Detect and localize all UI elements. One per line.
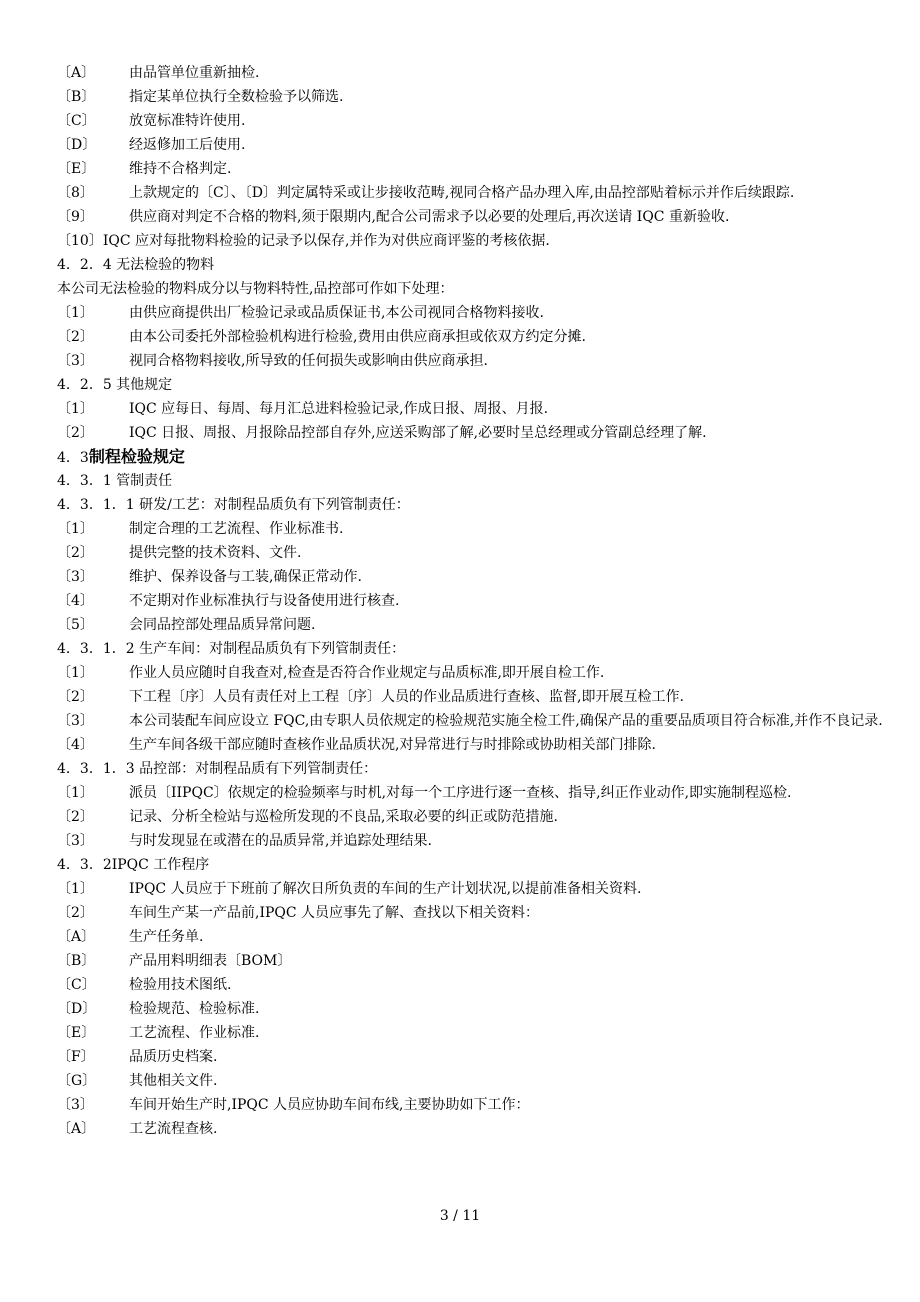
list-label: 〔F〕 — [57, 1049, 95, 1065]
document-line — [57, 661, 897, 685]
line-text: 指定某单位执行全数检验予以筛选. — [129, 89, 344, 105]
list-label: 〔G〕 — [57, 1073, 97, 1089]
line-text: 维持不合格判定. — [129, 161, 232, 177]
line-text: 提供完整的技术资料、文件. — [129, 545, 302, 561]
line-text: 检验规范、检验标准. — [129, 1001, 260, 1017]
document-line — [57, 85, 897, 109]
document-line — [57, 1021, 897, 1045]
document-line — [57, 757, 897, 781]
line-text: 车间开始生产时,IPQC 人员应协助车间布线,主要协助如下工作： — [129, 1097, 530, 1113]
list-label: 〔D〕 — [57, 1001, 97, 1017]
list-label: 〔2〕 — [57, 425, 94, 441]
document-line — [57, 205, 897, 229]
list-label: 〔2〕 — [57, 905, 94, 921]
line-text: 派员〔IIPQC〕依规定的检验频率与时机,对每一个工序进行逐一查核、指导,纠正作业动作,即实施制程巡检. — [129, 785, 792, 801]
list-label: 〔3〕 — [57, 353, 94, 369]
line-text: 4．2．5 其他规定 — [57, 377, 173, 393]
document-line — [57, 373, 897, 397]
document-line — [57, 949, 897, 973]
line-text: 供应商对判定不合格的物料,须于限期内,配合公司需求予以必要的处理后,再次送请 IQC 重新验收. — [129, 209, 730, 225]
line-text: 工艺流程查核. — [129, 1121, 218, 1137]
list-label: 〔1〕 — [57, 521, 94, 537]
list-label: 〔C〕 — [57, 113, 96, 129]
line-text: 由供应商提供出厂检验记录或品质保证书,本公司视同合格物料接收. — [129, 305, 544, 321]
document-line — [57, 61, 897, 85]
document-line — [57, 589, 897, 613]
document-line — [57, 709, 897, 733]
line-text: 不定期对作业标准执行与设备使用进行核查. — [129, 593, 400, 609]
line-text: 工艺流程、作业标准. — [129, 1025, 260, 1041]
document-line — [57, 109, 897, 133]
line-text: 〔10〕IQC 应对每批物料检验的记录予以保存,并作为对供应商评鉴的考核依据. — [57, 233, 550, 249]
line-text: 放宽标准特许使用. — [129, 113, 246, 129]
list-label: 〔A〕 — [57, 929, 96, 945]
list-label: 〔5〕 — [57, 617, 94, 633]
list-label: 〔E〕 — [57, 1025, 96, 1041]
document-line — [57, 229, 897, 253]
list-label: 〔2〕 — [57, 329, 94, 345]
line-text: 4．2．4 无法检验的物料 — [57, 257, 215, 273]
line-text: 视同合格物料接收,所导致的任何损失或影响由供应商承担. — [129, 353, 488, 369]
list-label: 〔1〕 — [57, 305, 94, 321]
line-text: 4．3．1．1 研发/工艺：对制程品质负有下列管制责任： — [57, 497, 410, 513]
document-line — [57, 853, 897, 877]
document-line — [57, 829, 897, 853]
document-line — [57, 1117, 897, 1141]
line-text: 生产任务单. — [129, 929, 204, 945]
document-line — [57, 901, 897, 925]
line-text: 其他相关文件. — [129, 1073, 218, 1089]
line-text: 由品管单位重新抽检. — [129, 65, 260, 81]
line-text: 4．3．1．3 品控部：对制程品质有下列管制责任： — [57, 761, 378, 777]
list-label: 〔1〕 — [57, 881, 94, 897]
list-label: 〔4〕 — [57, 737, 94, 753]
line-text: 生产车间各级干部应随时查核作业品质状况,对异常进行与时排除或协助相关部门排除. — [129, 737, 656, 753]
line-text: 4．3．1．2 生产车间：对制程品质负有下列管制责任： — [57, 641, 406, 657]
line-text: 作业人员应随时自我查对,检查是否符合作业规定与品质标准,即开展自检工作. — [129, 665, 605, 681]
line-text: 本公司无法检验的物料成分以与物料特性,品控部可作如下处理： — [57, 281, 454, 297]
document-line — [57, 805, 897, 829]
document-line — [57, 1045, 897, 1069]
list-label: 〔D〕 — [57, 137, 97, 153]
document-line — [57, 877, 897, 901]
list-label: 〔A〕 — [57, 1121, 96, 1137]
list-label: 〔B〕 — [57, 89, 96, 105]
document-line — [57, 973, 897, 997]
list-label: 〔E〕 — [57, 161, 96, 177]
list-label: 〔3〕 — [57, 713, 94, 729]
document-line — [57, 253, 897, 277]
line-text: 维护、保养设备与工装,确保正常动作. — [129, 569, 362, 585]
document-body — [57, 61, 897, 1141]
document-line — [57, 637, 897, 661]
line-text: 车间生产某一产品前,IPQC 人员应事先了解、查找以下相关资料： — [129, 905, 540, 921]
section-number: 4．3 — [57, 450, 89, 466]
list-label: 〔2〕 — [57, 545, 94, 561]
list-label: 〔1〕 — [57, 665, 94, 681]
section-title: 制程检验规定 — [88, 447, 185, 466]
page-number: 3 / 11 — [439, 1208, 481, 1224]
document-line — [57, 421, 897, 445]
document-line — [57, 997, 897, 1021]
list-label: 〔4〕 — [57, 593, 94, 609]
document-line — [57, 565, 897, 589]
line-text: IQC 应每日、每周、每月汇总进料检验记录,作成日报、周报、月报. — [129, 401, 549, 417]
document-line — [57, 925, 897, 949]
line-text: 经返修加工后使用. — [129, 137, 246, 153]
document-line — [57, 325, 897, 349]
line-text: 4．3．2IPQC 工作程序 — [57, 857, 210, 873]
line-text: 与时发现显在或潜在的品质异常,并追踪处理结果. — [129, 833, 432, 849]
line-text: IPQC 人员应于下班前了解次日所负责的车间的生产计划状况,以提前准备相关资料. — [129, 881, 642, 897]
line-text: 4．3．1 管制责任 — [57, 473, 173, 489]
document-line — [57, 517, 897, 541]
line-text: 品质历史档案. — [129, 1049, 218, 1065]
document-line — [57, 781, 897, 805]
document-line — [57, 613, 897, 637]
list-label: 〔C〕 — [57, 977, 96, 993]
document-line — [57, 1069, 897, 1093]
line-text: 下工程〔序〕人员有责任对上工程〔序〕人员的作业品质进行查核、监督,即开展互检工作. — [129, 689, 684, 705]
document-line — [57, 133, 897, 157]
list-label: 〔3〕 — [57, 1097, 94, 1113]
line-text: 制定合理的工艺流程、作业标准书. — [129, 521, 344, 537]
document-line — [57, 685, 897, 709]
document-line — [57, 493, 897, 517]
document-line — [57, 733, 897, 757]
line-text: 记录、分析全检站与巡检所发现的不良品,采取必要的纠正或防范措施. — [129, 809, 558, 825]
list-label: 〔B〕 — [57, 953, 96, 969]
list-label: 〔2〕 — [57, 809, 94, 825]
list-label: 〔3〕 — [57, 833, 94, 849]
document-line — [57, 397, 897, 421]
document-line — [57, 349, 897, 373]
line-text: 由本公司委托外部检验机构进行检验,费用由供应商承担或依双方约定分摊. — [129, 329, 586, 345]
document-line — [57, 181, 897, 205]
line-text: 检验用技术图纸. — [129, 977, 232, 993]
section-heading — [57, 445, 897, 469]
list-label: 〔A〕 — [57, 65, 96, 81]
list-label: 〔3〕 — [57, 569, 94, 585]
line-text: 产品用料明细表〔BOM〕 — [129, 953, 292, 969]
document-line — [57, 541, 897, 565]
line-text: 上款规定的〔C〕、〔D〕判定属特采或让步接收范畴,视同合格产品办理入库,由品控部贴着标示并作后续跟踪. — [129, 185, 795, 201]
list-label: 〔9〕 — [57, 209, 94, 225]
list-label: 〔1〕 — [57, 401, 94, 417]
line-text: IQC 日报、周报、月报除品控部自存外,应送采购部了解,必要时呈总经理或分管副总经理了解. — [129, 425, 707, 441]
line-text: 会同品控部处理品质异常问题. — [129, 617, 316, 633]
document-line — [57, 277, 897, 301]
document-line — [57, 469, 897, 493]
line-text: 本公司装配车间应设立 FQC,由专职人员依规定的检验规范实施全检工件,确保产品的重要品质项目符合标准,并作不良记录. — [129, 713, 883, 729]
document-line — [57, 157, 897, 181]
document-line — [57, 1093, 897, 1117]
list-label: 〔2〕 — [57, 689, 94, 705]
document-line — [57, 301, 897, 325]
list-label: 〔8〕 — [57, 185, 94, 201]
list-label: 〔1〕 — [57, 785, 94, 801]
